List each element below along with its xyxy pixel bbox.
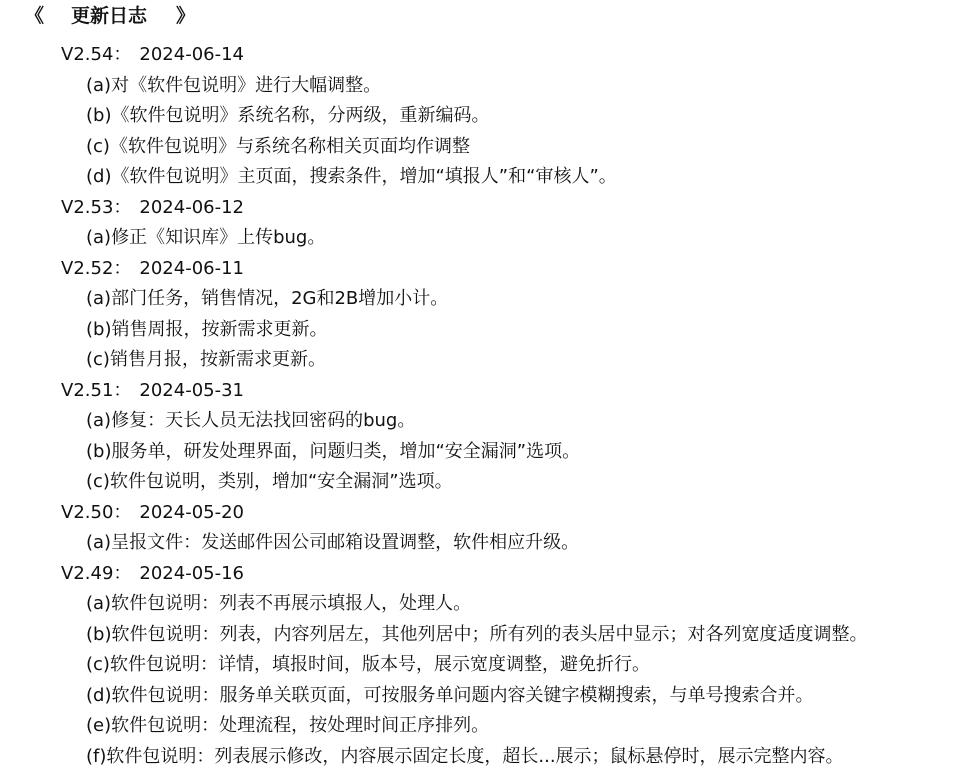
changelog-entry: (c)软件包说明：详情，填报时间，版本号，展示宽度调整，避免折行。 bbox=[86, 654, 650, 675]
changelog-entry: (b)软件包说明：列表，内容列居左，其他列居中；所有列的表头居中显示；对各列宽度适度调整。 bbox=[86, 623, 868, 645]
version-date: 2024-05-16 bbox=[139, 562, 245, 584]
changelog-entry: (d)《软件包说明》主页面，搜索条件，增加“填报人”和“审核人”。 bbox=[86, 166, 617, 187]
changelog-entry: (c)销售月报，按新需求更新。 bbox=[86, 349, 326, 370]
changelog-entry: (b)销售周报，按新需求更新。 bbox=[86, 318, 328, 340]
version-header bbox=[0, 193, 966, 224]
version-separator: ： bbox=[113, 196, 132, 218]
changelog-entry: (b)《软件包说明》系统名称，分两级，重新编码。 bbox=[86, 105, 490, 126]
changelog-entry: (a)部门任务，销售情况，2G和2B增加小计。 bbox=[86, 288, 449, 309]
version-number: V2.50 bbox=[61, 501, 114, 523]
changelog-entry: (a)软件包说明：列表不再展示填报人，处理人。 bbox=[86, 593, 472, 614]
version-number: V2.49 bbox=[61, 562, 114, 584]
version-number: V2.52 bbox=[61, 257, 114, 279]
version-separator: ： bbox=[113, 257, 132, 279]
version-number: V2.54 bbox=[61, 44, 114, 65]
version-header bbox=[0, 559, 966, 590]
changelog-entry: (b)服务单，研发处理界面，问题归类，增加“安全漏洞”选项。 bbox=[86, 440, 581, 462]
version-date: 2024-05-31 bbox=[139, 379, 245, 401]
version-number: V2.51 bbox=[61, 379, 114, 401]
version-separator: ： bbox=[113, 44, 132, 65]
version-date: 2024-05-20 bbox=[139, 501, 245, 523]
changelog-entry: (e)软件包说明：处理流程，按处理时间正序排列。 bbox=[86, 715, 490, 736]
version-separator: ： bbox=[113, 379, 132, 401]
changelog bbox=[0, 40, 966, 772]
changelog-entry: (a)对《软件包说明》进行大幅调整。 bbox=[86, 74, 382, 96]
version-date: 2024-06-14 bbox=[139, 44, 245, 65]
version-header bbox=[0, 376, 966, 407]
version-date: 2024-06-11 bbox=[139, 257, 245, 279]
changelog-entry: (d)软件包说明：服务单关联页面，可按服务单问题内容关键字模糊搜索，与单号搜索合并。 bbox=[86, 684, 814, 706]
changelog-entry: (a)修正《知识库》上传bug。 bbox=[86, 227, 326, 248]
title-text: 更新日志 bbox=[71, 5, 148, 27]
changelog-entry: (f)软件包说明：列表展示修改，内容展示固定长度，超长...展示；鼠标悬停时，展示完整内容。 bbox=[86, 745, 844, 767]
version-date: 2024-06-12 bbox=[139, 196, 245, 218]
page-title bbox=[25, 3, 196, 29]
changelog-entry: (a)修复：天长人员无法找回密码的bug。 bbox=[86, 410, 416, 431]
version-number: V2.53 bbox=[61, 196, 114, 218]
changelog-entry: (a)呈报文件：发送邮件因公司邮箱设置调整，软件相应升级。 bbox=[86, 532, 580, 553]
version-header bbox=[0, 254, 966, 285]
title-left-bracket: 《 bbox=[25, 5, 45, 27]
version-separator: ： bbox=[113, 562, 132, 584]
version-header bbox=[0, 498, 966, 529]
changelog-entry: (c)软件包说明，类别，增加“安全漏洞”选项。 bbox=[86, 471, 453, 492]
version-separator: ： bbox=[113, 501, 132, 523]
changelog-entry: (c)《软件包说明》与系统名称相关页面均作调整 bbox=[86, 135, 470, 157]
title-right-bracket: 》 bbox=[176, 5, 196, 27]
version-header bbox=[0, 40, 966, 71]
